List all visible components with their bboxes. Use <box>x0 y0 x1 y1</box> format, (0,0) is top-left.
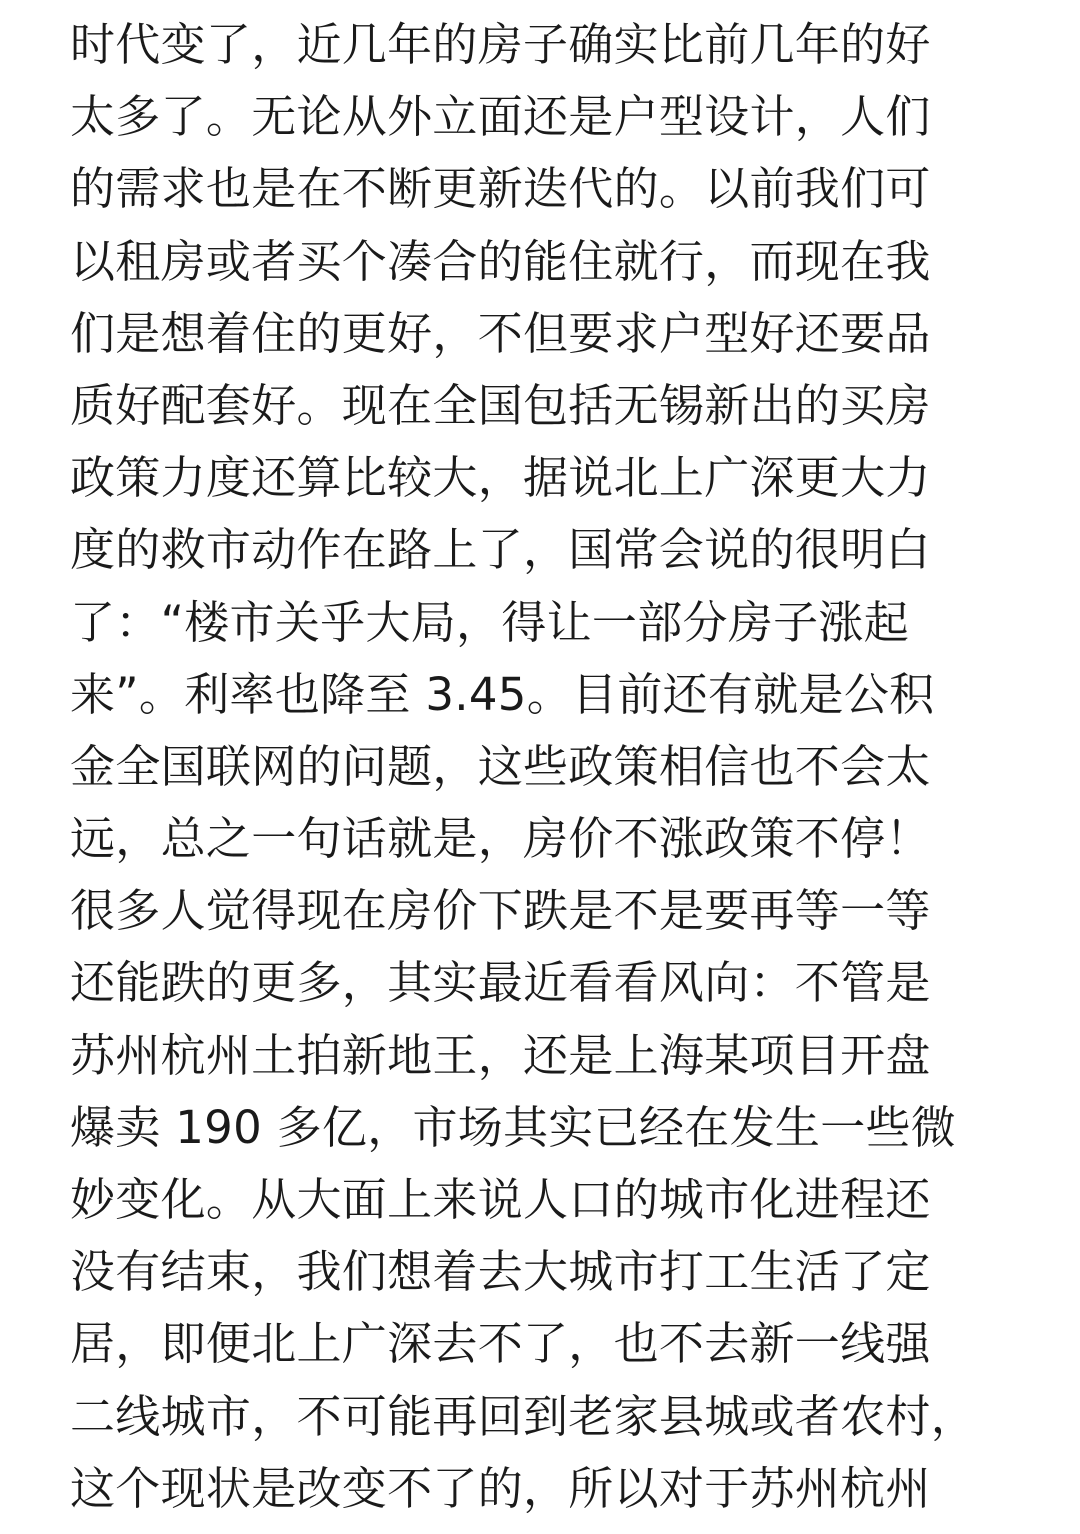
text-line: 时代变了，近几年的房子确实比前几年的好 <box>70 18 931 71</box>
text-line: 二线城市，不可能再回到老家县城或者农村， <box>70 1389 977 1443</box>
text-line: 居，即便北上广深去不了，也不去新一线强 <box>70 1317 931 1371</box>
text-line: 爆卖 190 多亿，市场其实已经在发生一些微 <box>70 1100 957 1154</box>
text-line: 苏州杭州土拍新地王，还是上海某项目开盘 <box>70 1028 931 1082</box>
text-line: 这个现状是改变不了的，所以对于苏州杭州 <box>70 1461 931 1515</box>
text-line: 还能跌的更多，其实最近看看风向：不管是 <box>70 956 931 1010</box>
text-line: 很多人觉得现在房价下跌是不是要再等一等 <box>70 884 931 938</box>
text-line: 们是想着住的更好，不但要求户型好还要品 <box>70 306 931 360</box>
text-line: 了：“楼市关乎大局，得让一部分房子涨起 <box>70 595 910 649</box>
text-line: 以租房或者买个凑合的能住就行，而现在我 <box>70 234 931 288</box>
text-line: 妙变化。从大面上来说人口的城市化进程还 <box>70 1173 931 1226</box>
text-line: 度的救市动作在路上了，国常会说的很明白 <box>70 523 931 577</box>
text-line: 来”。利率也降至 3.45。目前还有就是公积 <box>70 667 935 721</box>
text-line: 质好配套好。现在全国包括无锡新出的买房 <box>70 378 931 432</box>
text-line: 金全国联网的问题，这些政策相信也不会太 <box>70 739 931 793</box>
text-line: 太多了。无论从外立面还是户型设计，人们 <box>70 90 931 144</box>
article-body <box>70 0 1010 1516</box>
text-line: 政策力度还算比较大，据说北上广深更大力 <box>70 451 931 505</box>
text-line: 没有结束，我们想着去大城市打工生活了定 <box>70 1245 931 1299</box>
text-line: 远，总之一句话就是，房价不涨政策不停！ <box>70 812 931 866</box>
text-line: 的需求也是在不断更新迭代的。以前我们可 <box>70 162 931 216</box>
